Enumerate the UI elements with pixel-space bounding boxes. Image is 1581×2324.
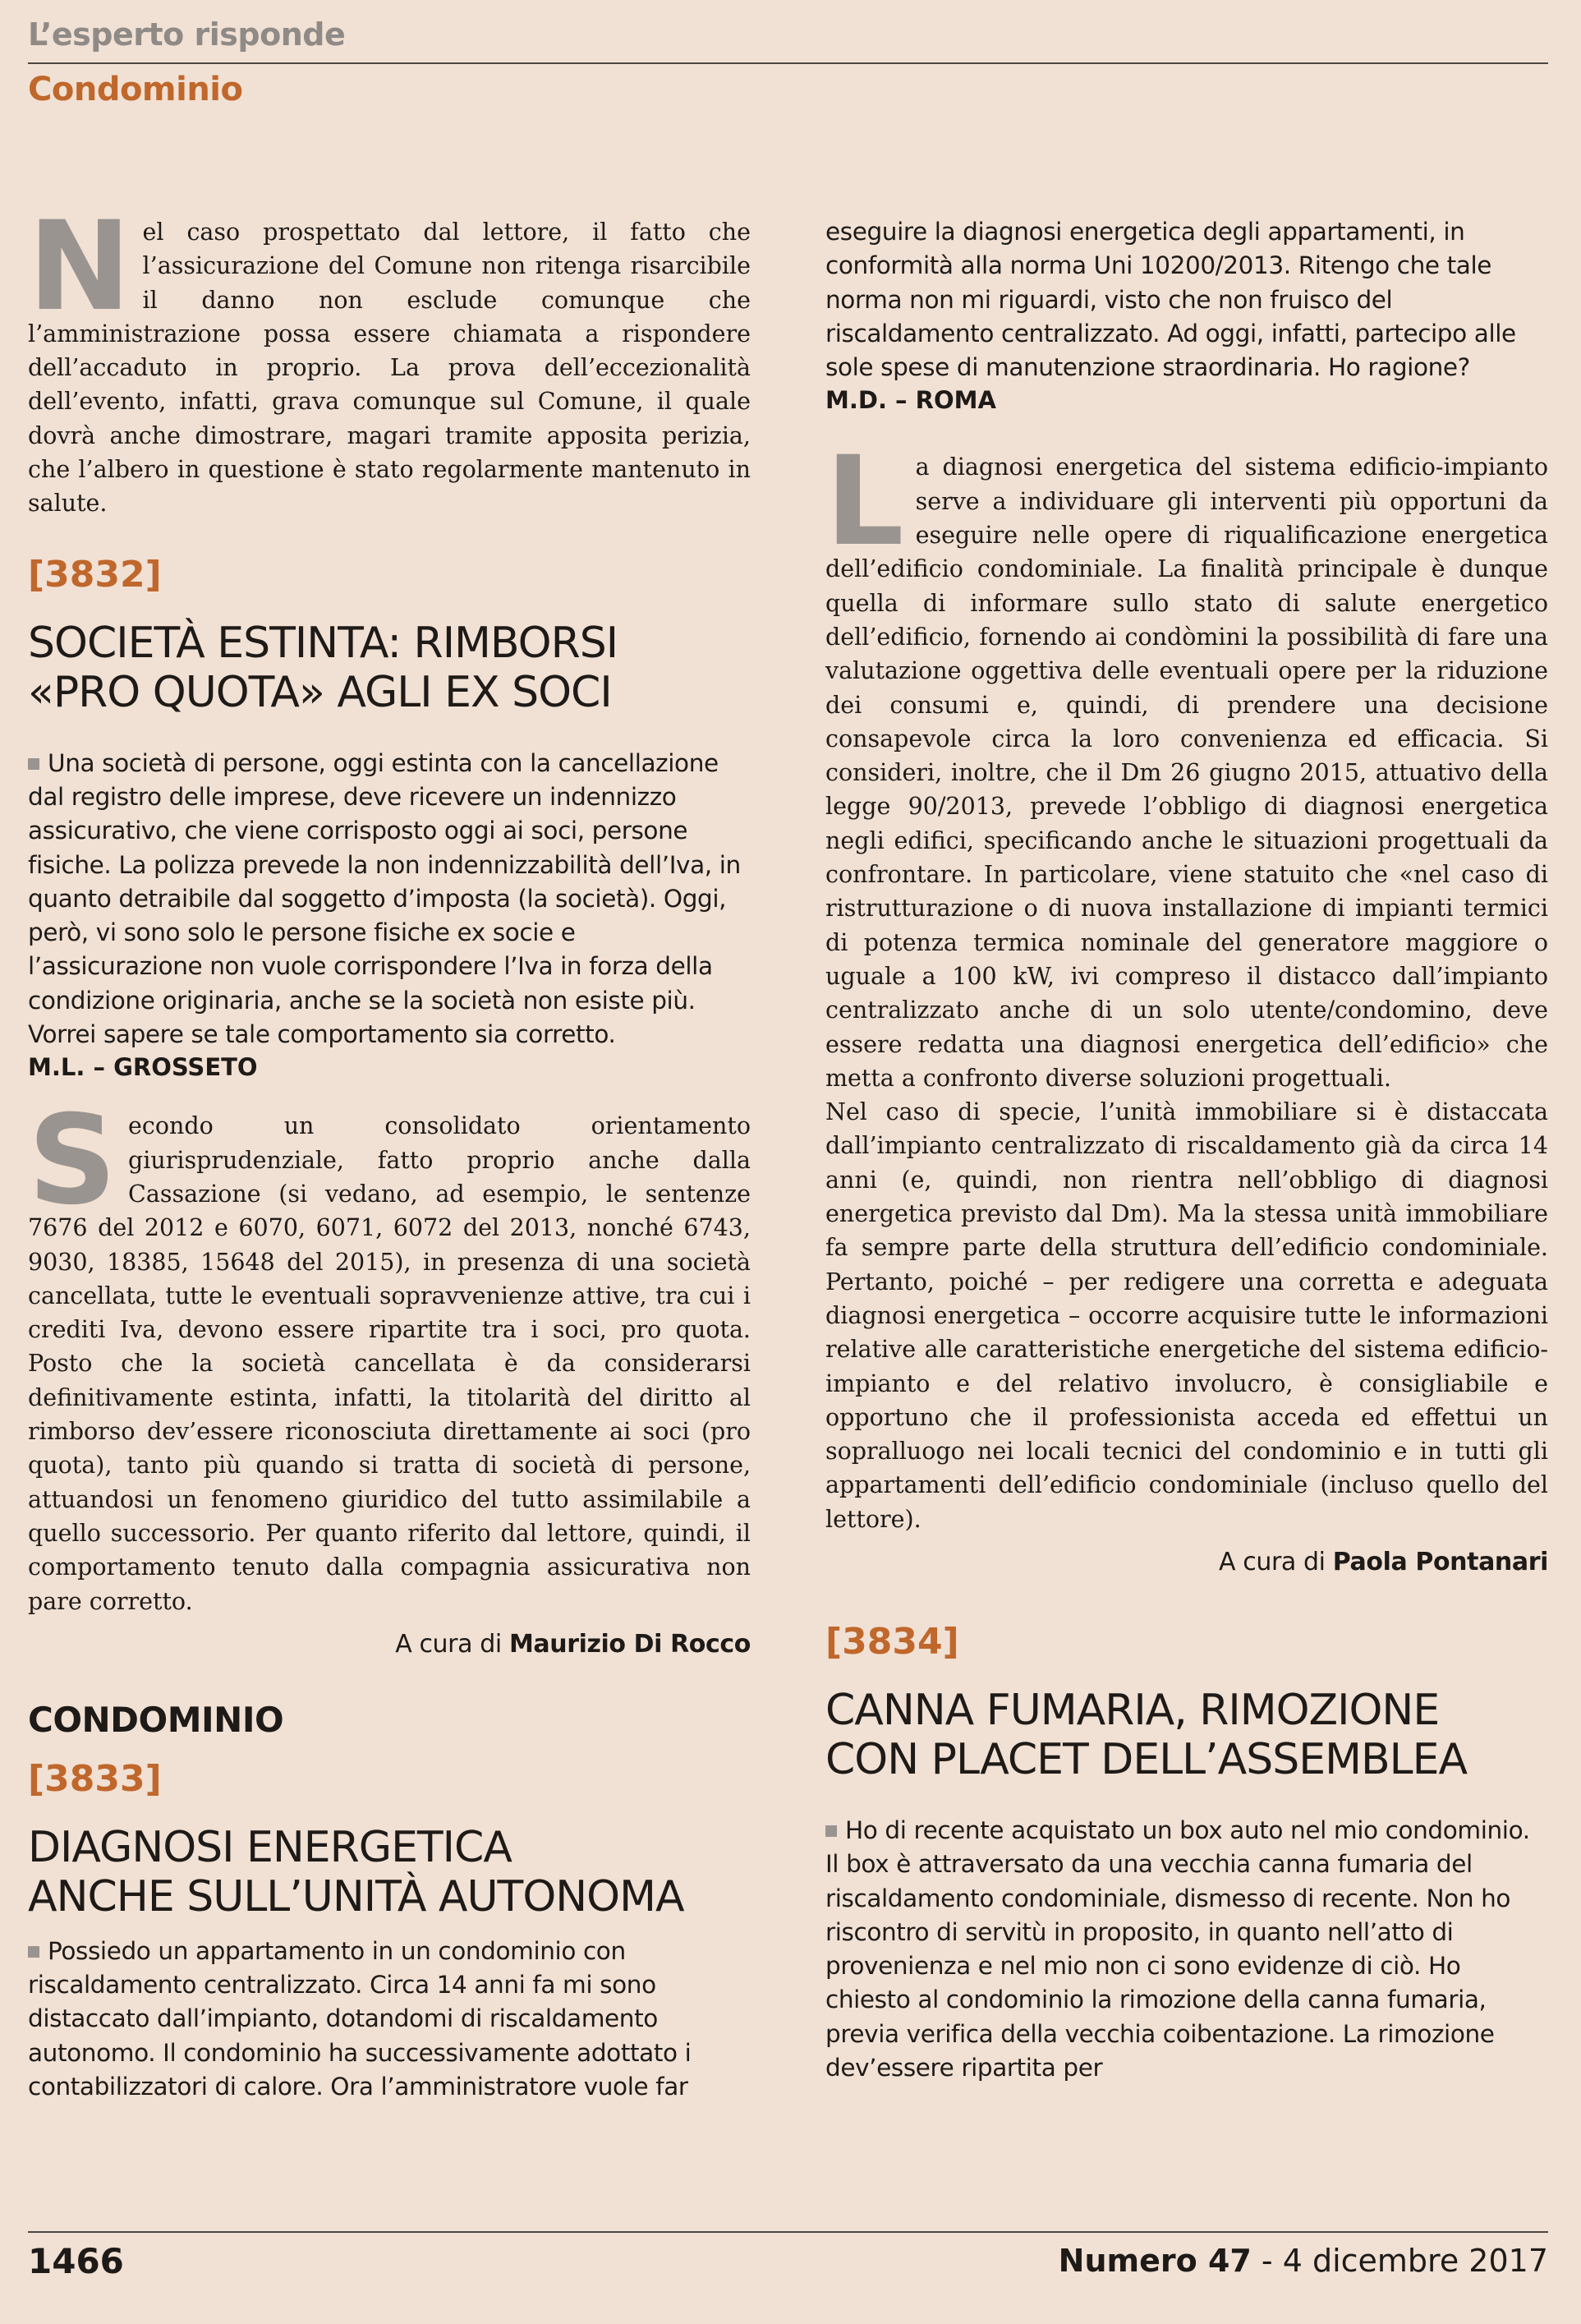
reader-question-continued: eseguire la diagnosi energetica degli appartamenti, in conformità alla norma Uni 10200/2013. Ritengo che tale norma non mi riguardi, visto che non fruisco del riscaldamento centralizzato. Ad oggi, infatti, partecipo alle sole spese di manutenzione straordinaria. Ho ragione? <box>825 218 1516 382</box>
page-number: 1466 <box>28 2241 124 2281</box>
dropcap: S <box>28 1089 117 1233</box>
question-code: [3832] <box>28 553 162 596</box>
square-bullet-icon <box>28 1946 39 1958</box>
headline-line-2: CON PLACET DELL’ASSEMBLEA <box>825 1734 1468 1784</box>
article-3834 <box>825 1621 1548 2085</box>
question-text: Ho di recente acquistato un box auto nel mio condominio. Il box è attraversato da una vecchia canna fumaria del riscaldamento condominiale, dismesso di recente. Non ho riscontro di servitù in proposito, in quanto nell’atto di provenienza e nel mio non ci sono evidenze di ciò. Ho chiesto al condominio la rimozione della canna fumaria, previa verifica della vecchia coibentazione. La rimozione dev’essere ripartita per <box>825 1815 1530 2082</box>
section-subtitle: Condominio <box>28 71 243 108</box>
answer-previous <box>28 196 751 521</box>
left-column <box>28 196 751 2104</box>
question-code: [3833] <box>28 1757 162 1800</box>
reader-question <box>28 1935 751 2104</box>
author-credit: A cura di Maurizio Di Rocco <box>395 1629 751 1659</box>
issue-date: - 4 dicembre 2017 <box>1251 2243 1548 2279</box>
section-label: L’esperto risponde <box>28 16 346 53</box>
headline-line-1: SOCIETÀ ESTINTA: RIMBORSI <box>28 618 618 668</box>
reader-question <box>28 747 751 1052</box>
category-label: CONDOMINIO <box>28 1699 284 1740</box>
issue-info <box>1059 2243 1548 2279</box>
expert-answer <box>28 1089 751 1618</box>
square-bullet-icon <box>28 758 39 770</box>
credit-name: Maurizio Di Rocco <box>508 1629 751 1659</box>
answer-paragraph-2: Nel caso di specie, l’unità immobiliare si è distaccata dall’impianto centralizzato di riscaldamento già da circa 14 anni (e, quindi, non rientra nell’obbligo di diagnosi energetica previsto dal Dm). Ma la stessa unità immobiliare fa sempre parte della struttura dell’edificio condominiale. Pertanto, poiché – per redigere una corretta e adeguata diagnosi energetica – occorre acquisire tutte le informazioni relative alle caratteristiche energetiche del sistema edificio-impianto e del relativo involucro, è consigliabile e opportuno che il professionista acceda ed effettui un sopralluogo nei locali tecnici del condominio e in tutti gli appartamenti dell’edificio condominiale (incluso quello del lettore). <box>825 1098 1548 1533</box>
footer-rule <box>28 2231 1548 2233</box>
reader-question <box>825 1814 1548 2085</box>
credit-name: Paola Pontanari <box>1332 1547 1548 1576</box>
right-column <box>825 215 1548 2085</box>
answer-paragraph-1: a diagnosi energetica del sistema edificio-impianto serve a individuare gli interventi più opportuni da eseguire nelle opere di riqualificazione energetica dell’edificio condominiale. La finalità principale è dunque quella di informare sullo stato di salute energetico dell’edificio, fornendo ai condòmini la possibilità di fare una valutazione oggettiva delle eventuali opere per la riduzione dei consumi e, quindi, di prendere una decisione consapevole circa la loro convenienza ed efficacia. Si consideri, inoltre, che il Dm 26 giugno 2015, attuativo della legge 90/2013, prevede l’obbligo di diagnosi energetica negli edifici, specificando anche le situazioni progettuali da confrontare. In particolare, viene statuito che «nel caso di ristrutturazione o di nuova installazione di impianti termici di potenza termica nominale del generatore maggiore o uguale a 100 kW, ivi compreso il distacco dall’impianto centralizzato anche di un solo utente/condomino, deve essere redatta una diagnosi energetica dell’edificio» che metta a confronto diverse soluzioni progettuali. <box>825 453 1548 1092</box>
question-author: M.L. – GROSSETO <box>28 1053 258 1082</box>
article-3832 <box>28 554 751 1659</box>
author-credit: A cura di Paola Pontanari <box>1219 1547 1548 1576</box>
headline-line-2: ANCHE SULL’UNITÀ AUTONOMA <box>28 1871 684 1921</box>
headline-line-1: DIAGNOSI ENERGETICA <box>28 1822 512 1872</box>
dropcap: L <box>825 430 904 574</box>
answer-text: econdo un consolidato orientamento giurisprudenziale, fatto proprio anche dalla Cassazione (si vedano, ad esempio, le sentenze 7676 del 2012 e 6070, 6071, 6072 del 2013, nonché 6743, 9030, 18385, 15648 del 2015), in presenza di una società cancellata, tutte le eventuali sopravvenienze attive, tra cui i crediti Iva, devono essere ripartite tra i soci, pro quota. Posto che la società cancellata è da considerarsi definitivamente estinta, infatti, la titolarità del diritto al rimborso dev’essere riconosciuta direttamente ai soci (pro quota), tanto più quando si tratta di società di persone, attuandosi un fenomeno giuridico del tutto assimilabile a quello successorio. Per quanto riferito dal lettore, quindi, il comportamento tenuto dalla compagnia assicurativa non pare corretto. <box>28 1112 751 1615</box>
headline-line-1: CANNA FUMARIA, RIMOZIONE <box>825 1685 1440 1735</box>
expert-answer <box>825 430 1548 1536</box>
headline-line-2: «PRO QUOTA» AGLI EX SOCI <box>28 667 612 717</box>
question-author: M.D. – ROMA <box>825 386 996 415</box>
article-3833 <box>28 1700 751 2104</box>
question-text: Possiedo un appartamento in un condominio con riscaldamento centralizzato. Circa 14 anni fa mi sono distaccato dall’impianto, dotandomi di riscaldamento autonomo. Il condominio ha successivamente adottato i contabilizzatori di calore. Ora l’amministratore vuole far <box>28 1936 692 2101</box>
issue-number: Numero 47 <box>1058 2243 1252 2279</box>
square-bullet-icon <box>825 1825 837 1837</box>
question-text: Una società di persone, oggi estinta con la cancellazione dal registro delle imprese, deve ricevere un indennizzo assicurativo, che viene corrisposto oggi ai soci, persone fisiche. La polizza prevede la non indennizzabilità dell’Iva, in quanto detraibile dal soggetto d’imposta (la società). Oggi, però, vi sono solo le persone fisiche ex socie e l’assicurazione non vuole corrispondere l’Iva in forza della condizione originaria, anche se la società non esiste più. Vorrei sapere se tale comportamento sia corretto. <box>28 748 741 1049</box>
question-code: [3834] <box>825 1620 959 1663</box>
dropcap: N <box>28 196 131 338</box>
answer-text: el caso prospettato dal lettore, il fatto che l’assicurazione del Comune non ritenga risarcibile il danno non esclude comunque che l’amministrazione possa essere chiamata a rispondere dell’accaduto in proprio. La prova dell’eccezionalità dell’evento, infatti, grava comunque sul Comune, il quale dovrà anche dimostrare, magari tramite apposita perizia, che l’albero in questione è stato regolarmente mantenuto in salute. <box>28 219 751 518</box>
header-rule <box>28 62 1548 64</box>
